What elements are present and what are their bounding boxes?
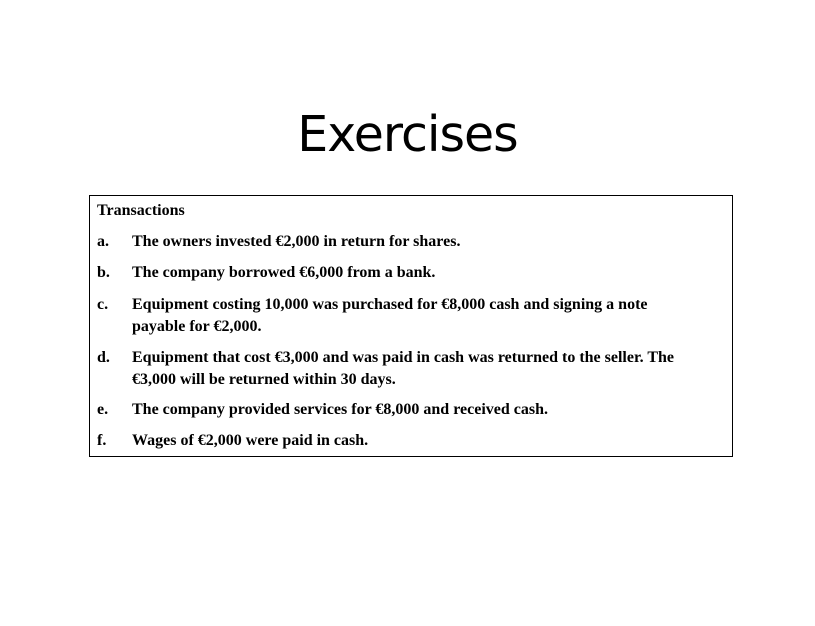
- slide-title: Exercises: [297, 106, 518, 163]
- item-text: [132, 294, 729, 338]
- item-text-line: €3,000 will be returned within 30 days.: [132, 371, 396, 388]
- item-letter: b.: [97, 264, 110, 281]
- transaction-item-d: [97, 347, 729, 391]
- item-text-line: The company provided services for €8,000 and received cash.: [132, 401, 548, 418]
- item-text: [132, 231, 729, 253]
- item-text: [132, 430, 729, 452]
- transaction-item-f: [97, 430, 729, 452]
- transaction-item-e: [97, 399, 729, 421]
- item-text: [132, 347, 729, 391]
- item-text-line: Equipment costing 10,000 was purchased for €8,000 cash and signing a note: [132, 296, 648, 313]
- transaction-item-a: [97, 231, 729, 253]
- item-text: [132, 399, 729, 421]
- transaction-item-b: [97, 262, 729, 284]
- item-text-line: Wages of €2,000 were paid in cash.: [132, 432, 369, 449]
- item-letter: d.: [97, 349, 110, 366]
- item-letter: a.: [97, 233, 109, 250]
- transactions-heading: Transactions: [97, 202, 185, 219]
- item-letter: e.: [97, 401, 109, 418]
- transaction-item-c: [97, 294, 729, 338]
- item-text-line: The company borrowed €6,000 from a bank.: [132, 264, 436, 281]
- item-text-line: payable for €2,000.: [132, 318, 262, 335]
- item-letter: f.: [97, 432, 107, 449]
- item-text: [132, 262, 729, 284]
- transactions-box: [89, 195, 733, 457]
- item-text-line: Equipment that cost €3,000 and was paid in cash was returned to the seller. The: [132, 349, 674, 366]
- item-letter: c.: [97, 296, 109, 313]
- item-text-line: The owners invested €2,000 in return for shares.: [132, 233, 461, 250]
